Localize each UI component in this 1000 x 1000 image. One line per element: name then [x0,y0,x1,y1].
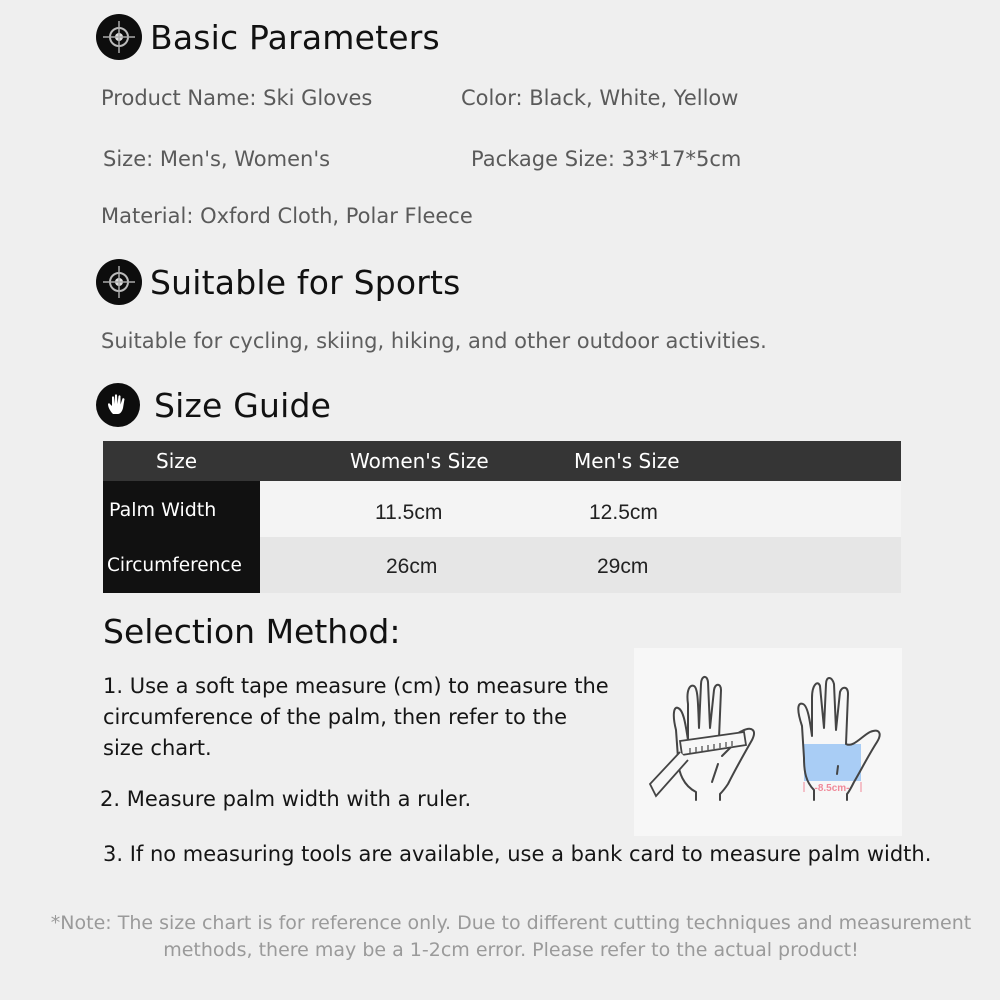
men-circumference: 29cm [597,555,649,578]
size-options: Size: Men's, Women's [103,147,331,171]
men-palm-width: 12.5cm [589,501,658,524]
basic-parameters-heading [96,14,440,60]
column-header-size: Size [156,449,198,473]
hand-icon [96,383,140,427]
suitable-sports-heading [96,259,461,305]
disclaimer-note: *Note: The size chart is for reference only. Due to different cutting techniques and measurement methods, there may be a 1-2cm error. Please refer to the actual product! [50,912,972,961]
step-3: 3. If no measuring tools are available, use a bank card to measure palm width. [103,842,932,866]
product-name: Product Name: Ski Gloves [101,86,373,110]
table-row [103,537,901,593]
row-label-palm-width: Palm Width [103,481,260,537]
table-row [103,481,901,537]
section-title: Basic Parameters [150,17,440,57]
step-1: 1. Use a soft tape measure (cm) to measure the circumference of the palm, then refer to the size chart. [103,674,609,760]
palm-width-highlight [804,744,861,781]
section-title: Suitable for Sports [150,262,461,302]
section-title: Size Guide [154,385,332,425]
women-palm-width: 11.5cm [375,501,443,524]
palm-width-label: -8.5cm- [814,783,850,794]
hand-measurement-illustration [634,648,902,836]
material: Material: Oxford Cloth, Polar Fleece [101,204,473,228]
step-2: 2. Measure palm width with a ruler. [100,787,472,811]
selection-method-title: Selection Method: [103,612,401,651]
women-circumference: 26cm [386,555,438,578]
size-guide-heading [96,383,331,427]
column-header-men: Men's Size [574,449,680,473]
crosshair-icon [96,14,142,60]
size-table [103,441,901,593]
sports-description: Suitable for cycling, skiing, hiking, and other outdoor activities. [101,329,767,353]
color-options: Color: Black, White, Yellow [461,86,739,110]
package-size: Package Size: 33*17*5cm [471,147,742,171]
crosshair-icon [96,259,142,305]
column-header-women: Women's Size [350,449,489,473]
row-label-circumference: Circumference [103,537,260,593]
table-header [103,441,901,481]
hand-palm-width-icon [798,678,879,800]
